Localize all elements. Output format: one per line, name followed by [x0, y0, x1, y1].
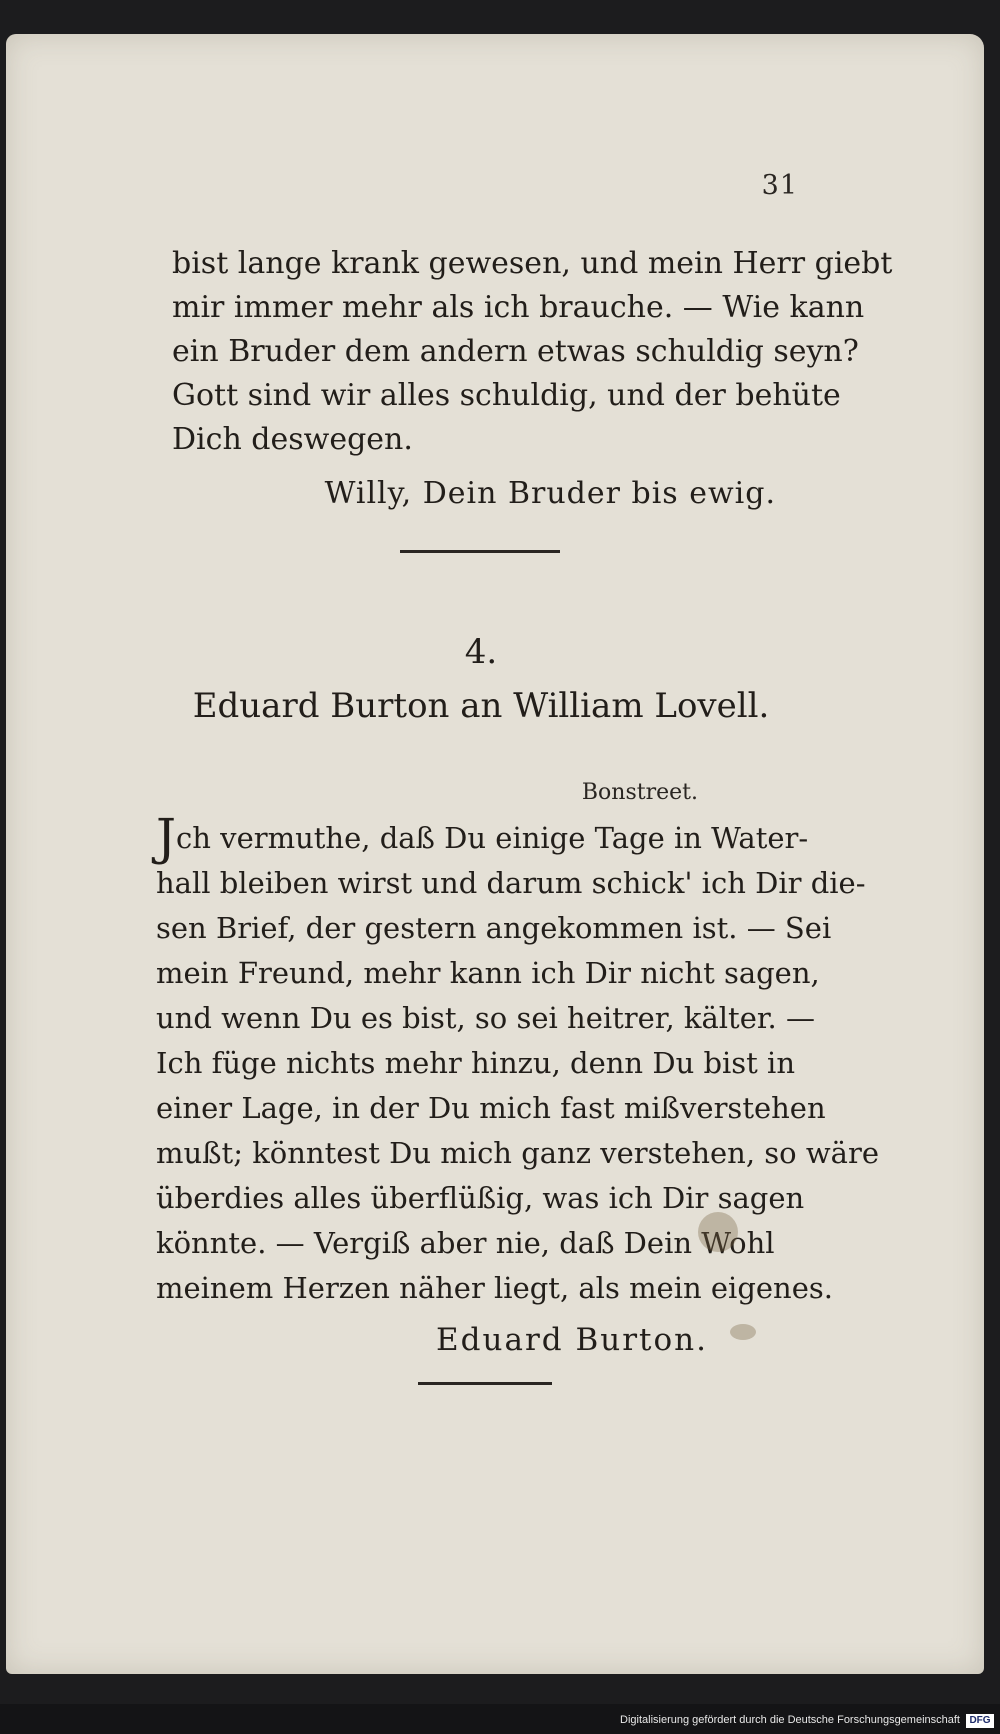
letter-location: Bonstreet. — [581, 780, 698, 805]
end-divider — [418, 1382, 552, 1385]
text-line: meinem Herzen näher liegt, als mein eigenes. — [156, 1271, 833, 1305]
section-divider — [400, 550, 560, 553]
text-line: Dich deswegen. — [172, 422, 413, 457]
ink-stain — [730, 1324, 756, 1340]
ink-stain — [698, 1212, 738, 1252]
text-line: und wenn Du es bist, so sei heitrer, kälter. — — [156, 1001, 815, 1035]
text-line-first — [156, 808, 809, 866]
text-line: einer Lage, in der Du mich fast mißverstehen — [156, 1091, 826, 1125]
text-line: mein Freund, mehr kann ich Dir nicht sagen, — [156, 956, 820, 990]
text-line: sen Brief, der gestern angekommen ist. — Sei — [156, 911, 832, 945]
text-line: könnte. — Vergiß aber nie, daß Dein Wohl — [156, 1226, 775, 1260]
text-line-rest: ch vermuthe, daß Du einige Tage in Water- — [176, 821, 809, 855]
dfg-logo: DFG — [966, 1714, 994, 1728]
letter-signature-willy: Willy, Dein Bruder bis ewig. — [324, 476, 776, 511]
drop-cap: J — [156, 808, 177, 866]
text-line: Ich füge nichts mehr hinzu, denn Du bist in — [156, 1046, 796, 1080]
text-line: mir immer mehr als ich brauche. — Wie kann — [172, 290, 865, 325]
text-line: Gott sind wir alles schuldig, und der behüte — [172, 378, 841, 413]
book-page — [6, 34, 984, 1674]
text-line: überdies alles überflüßig, was ich Dir sagen — [156, 1181, 805, 1215]
letter-heading: Eduard Burton an William Lovell. — [192, 686, 770, 726]
text-line: bist lange krank gewesen, und mein Herr giebt — [172, 246, 893, 281]
text-line: mußt; könntest Du mich ganz verstehen, so wäre — [156, 1136, 879, 1170]
footer-bar — [0, 1704, 1000, 1734]
paragraph-continuation — [172, 242, 893, 462]
text-line: ein Bruder dem andern etwas schuldig seyn? — [172, 334, 859, 369]
letter-body — [156, 808, 879, 1311]
page-number: 31 — [761, 170, 798, 201]
digitization-credit: Digitalisierung gefördert durch die Deutsche Forschungsgemeinschaft — [620, 1714, 960, 1726]
letter-number: 4. — [464, 632, 498, 672]
letter-signature-eduard: Eduard Burton. — [436, 1322, 708, 1358]
text-line: hall bleiben wirst und darum schick' ich Dir die- — [156, 866, 866, 900]
